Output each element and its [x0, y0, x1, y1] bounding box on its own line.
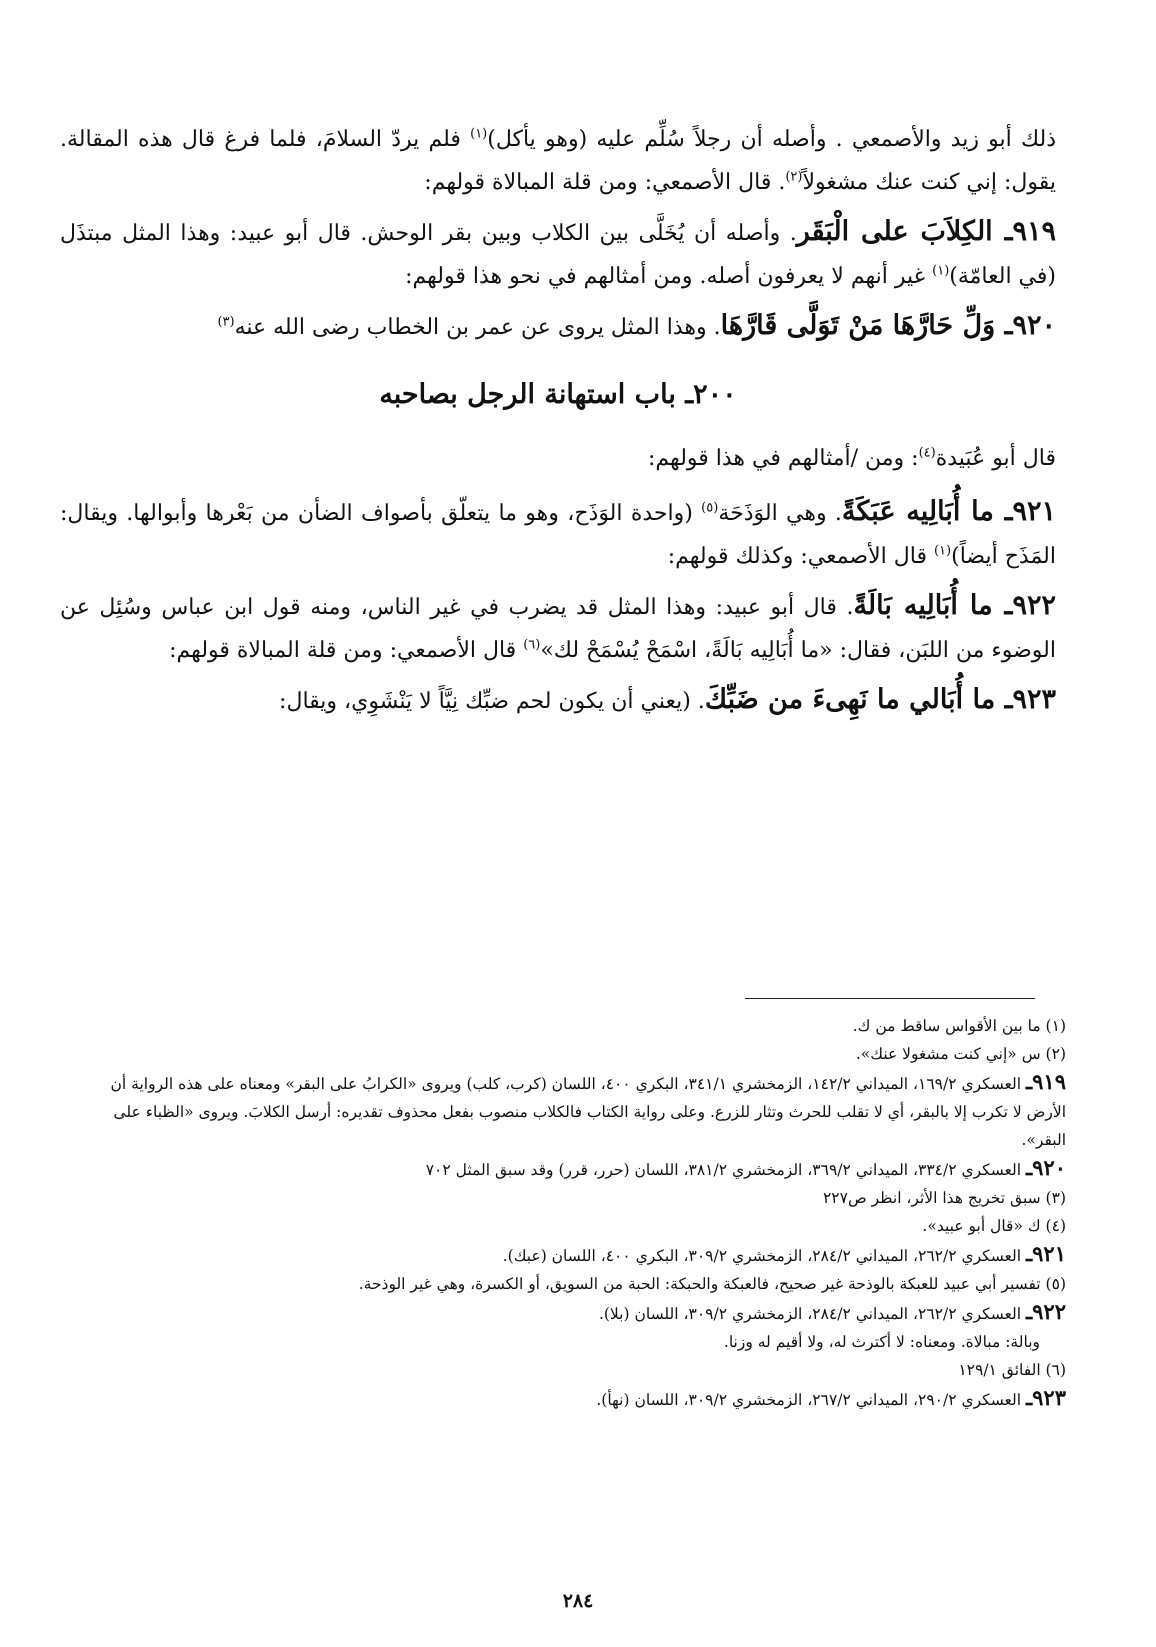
- footnote-entry-number: ٩٢٢ـ: [1026, 1299, 1066, 1324]
- footnote-item: (٢) س «إني كنت مشغولا عنك».: [855, 1045, 1066, 1063]
- entry-heading: ٩٢٣ـ ما أُبَالي ما نَهِىءَ من ضَبِّكَ: [704, 684, 1056, 715]
- footnote-entry-text: العسكري ٢٦٢/٢، الميداني ٢٨٤/٢، الزمخشري ٣٠٩/٢، اللسان (بلا).: [598, 1305, 1026, 1323]
- footnote-entry: [70, 1298, 1066, 1328]
- footnote-item: (٦) الفائق ١٢٩/١: [958, 1361, 1066, 1379]
- chapter-lead: [60, 437, 1056, 480]
- footnote-item: (١) ما بين الأقواس ساقط من ك.: [852, 1017, 1066, 1035]
- footnote-ref[interactable]: (١): [933, 543, 952, 559]
- entry-heading: ٩٢٢ـ ما أُبَالِيه بَالَةً: [853, 590, 1056, 621]
- entry-heading: ٩٢٠ـ وَلِّ حَارَّهَا مَنْ تَوَلَّى قَارَّهَا: [720, 310, 1056, 341]
- footnote-entry: [70, 1068, 1066, 1154]
- footnote-entry: [70, 1384, 1066, 1414]
- entry-921: [60, 490, 1056, 578]
- main-text: [60, 118, 1056, 729]
- footnote-entry-text: العسكري ٢٦٢/٢، الميداني ٢٨٤/٢، الزمخشري ٣٠٩/٢، البكري ٤٠٠، اللسان (عبك).: [502, 1247, 1026, 1265]
- footnote-ref[interactable]: (٢): [785, 169, 803, 185]
- footnote-ref[interactable]: (١): [932, 263, 950, 279]
- footnote-ref[interactable]: (٦): [523, 637, 541, 653]
- footnote-ref[interactable]: (٣): [217, 314, 235, 330]
- footnote-ref[interactable]: (٥): [701, 500, 719, 516]
- footnote-entry-text: العسكري ١٦٩/٢، الميداني ١٤٢/٢، الزمخشري ٣٤١/١، البكري ٤٠٠، اللسان (كرب، كلب) ويروى «الكرابُ على البقر» ومعناه على هذه الرواية أن الأرض لا تكرب إلا بالبقر، أي لا تقلب للحرث وتثار للزرع. وعلى رواية الكتاب فالكلاب منصوب بفعل محذوف تقديره: أرسل الكلابَ. ويروى «الظباء على البقر».: [110, 1075, 1066, 1149]
- text-run: . قال أبو عبيد: وهذا المثل قد يضرب في غير الناس، ومنه قول ابن عباس وسُئِل عن الوضوء من اللبَن، فقال: «ما أُبَالِيه بَالَةً، اسْمَحْ يُسْمَحْ لك»: [60, 595, 1056, 663]
- footnote-ref[interactable]: (٤): [918, 445, 936, 461]
- text-run: ذلك أبو زيد والأصمعي . وأصله أن رجلاً سُلِّم عليه (وهو يأكل): [487, 127, 1056, 152]
- entry-920: [60, 304, 1056, 349]
- text-run: . (يعني أن يكون لحم ضبِّك نِيَّاً لا يَنْشَوِي، ويقال:: [279, 689, 705, 714]
- text-run: قال الأصمعي: ومن قلة المبالاة قولهم:: [169, 638, 524, 663]
- entry-923: [60, 678, 1056, 723]
- text-run: قال أبو عُبَيدة: [935, 446, 1056, 471]
- footnote-entry: [70, 1154, 1066, 1184]
- footnote-entry-text: العسكري ٣٣٤/٢، الميداني ٣٦٩/٢، الزمخشري ٣٨١/٢، اللسان (حرر، قرر) وقد سبق المثل ٧٠٢: [425, 1161, 1026, 1179]
- chapter-title: ٢٠٠ـ باب استهانة الرجل بصاحبه: [379, 379, 737, 410]
- paragraph-intro: [60, 118, 1056, 204]
- entry-919: [60, 210, 1056, 298]
- text-run: . وأصله أن يُخَلَّى بين الكلاب وبين بقر الوحش. قال أبو عبيد: وهذا المثل مبتذَل (في العامّة): [60, 221, 1056, 289]
- footnote-item: (٤) ك «قال أبو عبيد».: [922, 1217, 1066, 1235]
- text-run: . قال الأصمعي: ومن قلة المبالاة قولهم:: [424, 170, 786, 195]
- footnote-entry-number: ٩١٩ـ: [1026, 1069, 1066, 1094]
- footnote-entry-number: ٩٢٠ـ: [1026, 1155, 1066, 1180]
- footnote-item: (٣) سبق تخريج هذا الأثر، انظر ص٢٢٧: [822, 1189, 1066, 1207]
- text-run: قال الأصمعي: وكذلك قولهم:: [667, 544, 934, 569]
- footnote-divider: [745, 998, 1035, 999]
- footnote-entry-text: العسكري ٢٩٠/٢، الميداني ٢٦٧/٢، الزمخشري ٣٠٩/٢، اللسان (نهأ).: [596, 1391, 1026, 1409]
- footnote-entry: [70, 1240, 1066, 1270]
- entry-heading: ٩٢١ـ ما أُبَالِيه عَبَكَةً: [841, 496, 1057, 527]
- text-run: غير أنهم لا يعرفون أصله. ومن أمثالهم في نحو هذا قولهم:: [405, 264, 933, 289]
- page-number: ٢٨٤: [562, 1590, 594, 1612]
- footnote-item: وبالة: مبالاة. ومعناه: لا أكترث له، ولا أقيم له وزنا.: [723, 1333, 1040, 1351]
- footnote-entry-number: ٩٢١ـ: [1026, 1241, 1066, 1266]
- text-run: (واحدة الوَذَح، وهو ما يتعلّق بأصواف الضأن من بَعْرها وأبوالها. ويقال: المَذَح أيضاً): [60, 501, 1056, 569]
- text-run: : ومن /أمثالهم في هذا قولهم:: [648, 446, 919, 471]
- footnote-item: (٥) تفسير أبي عبيد للعبكة بالوذحة غير صحيح، فالعبكة والحبكة: الحبة من السويق، أو الكسرة، وهي غير الوذحة.: [358, 1275, 1066, 1293]
- text-run: . وهذا المثل يروى عن عمر بن الخطاب رضى الله عنه: [234, 315, 721, 340]
- footnotes: [70, 1012, 1066, 1414]
- entry-922: [60, 584, 1056, 672]
- text-run: . وهي الوَذَحَة: [718, 501, 842, 526]
- footnote-ref[interactable]: (١): [470, 126, 488, 142]
- entry-heading: ٩١٩ـ الكِلاَبَ على الْبَقَر: [796, 216, 1056, 247]
- footnote-entry-number: ٩٢٣ـ: [1026, 1385, 1066, 1410]
- text-run: فلم يردّ السلامَ، فلما فرغ قال هذه المقالة. يقول: إني كنت عنك مشغولاً: [60, 127, 1056, 195]
